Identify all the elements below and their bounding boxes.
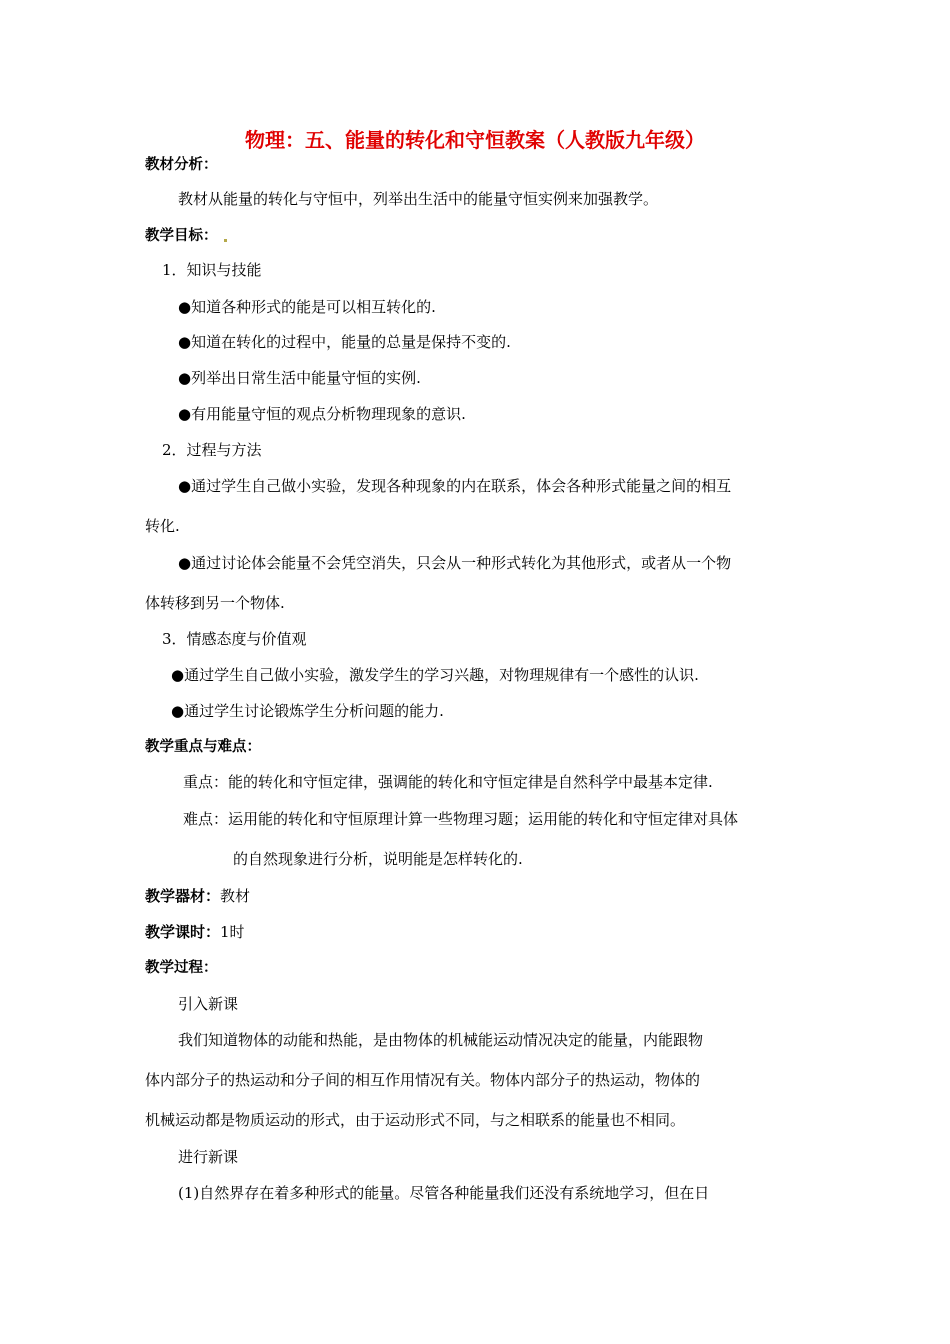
goals-s2-item-2-line-1: ●通过讨论体会能量不会凭空消失，只会从一种形式转化为其他形式，或者从一个物 [178,554,732,572]
intro-paragraph-line-3: 机械运动都是物质运动的形式，由于运动形式不同，与之相联系的能量也不相同。 [145,1111,686,1129]
goals-s1-item-3: ●列举出日常生活中能量守恒的实例. [178,369,421,387]
goals-s1-item-4: ●有用能量守恒的观点分析物理现象的意识. [178,405,466,423]
materials-label: 教学器材： [145,887,221,905]
document-title: 物理：五、能量的转化和守恒教案（人教版九年级） [245,128,705,152]
goals-s3-item-2: ●通过学生讨论锻炼学生分析问题的能力. [171,702,444,720]
goals-s2-item-1-line-1: ●通过学生自己做小实验，发现各种现象的内在联系，体会各种形式能量之间的相互 [178,477,732,495]
hours-row [145,922,245,942]
difficult-point-line-1: 难点：运用能的转化和守恒原理计算一些物理习题；运用能的转化和守恒定律对具体 [183,810,739,828]
goals-section-2-title: 2．过程与方法 [162,441,262,459]
difficult-point-line-2: 的自然现象进行分析，说明能是怎样转化的. [233,850,523,868]
new-lesson-line-1: (1)自然界存在着多种形式的能量。尽管各种能量我们还没有系统地学习，但在日 [178,1184,710,1202]
goals-s1-item-2: ●知道在转化的过程中，能量的总量是保持不变的. [178,333,511,351]
key-points-heading: 教学重点与难点： [145,739,261,755]
intro-title: 引入新课 [178,995,239,1013]
new-lesson-title: 进行新课 [178,1148,239,1166]
intro-paragraph-line-2: 体内部分子的热运动和分子间的相互作用情况有关。物体内部分子的热运动，物体的 [145,1071,701,1089]
analysis-text: 教材从能量的转化与守恒中，列举出生活中的能量守恒实例来加强教学。 [178,190,659,208]
goals-section-3-title: 3．情感态度与价值观 [162,630,307,648]
goals-s1-item-1: ●知道各种形式的能是可以相互转化的. [178,298,436,316]
stray-mark-icon [224,239,227,242]
analysis-heading: 教材分析： [145,157,218,173]
hours-label: 教学课时： [145,923,221,941]
goals-section-1-title: 1．知识与技能 [162,261,262,279]
goals-s3-item-1: ●通过学生自己做小实验，激发学生的学习兴趣，对物理规律有一个感性的认识. [171,666,699,684]
goals-s2-item-1-line-2: 转化. [145,517,180,535]
goals-heading: 教学目标： [145,228,218,244]
materials-value: 教材 [220,887,251,905]
goals-s2-item-2-line-2: 体转移到另一个物体. [145,594,285,612]
key-point-text: 重点：能的转化和守恒定律，强调能的转化和守恒定律是自然科学中最基本定律. [183,773,713,791]
process-heading: 教学过程： [145,960,218,976]
materials-row [145,886,250,906]
hours-value: 1时 [220,923,245,941]
goals-heading-row [145,225,227,246]
intro-paragraph-line-1: 我们知道物体的动能和热能，是由物体的机械能运动情况决定的能量，内能跟物 [178,1031,704,1049]
